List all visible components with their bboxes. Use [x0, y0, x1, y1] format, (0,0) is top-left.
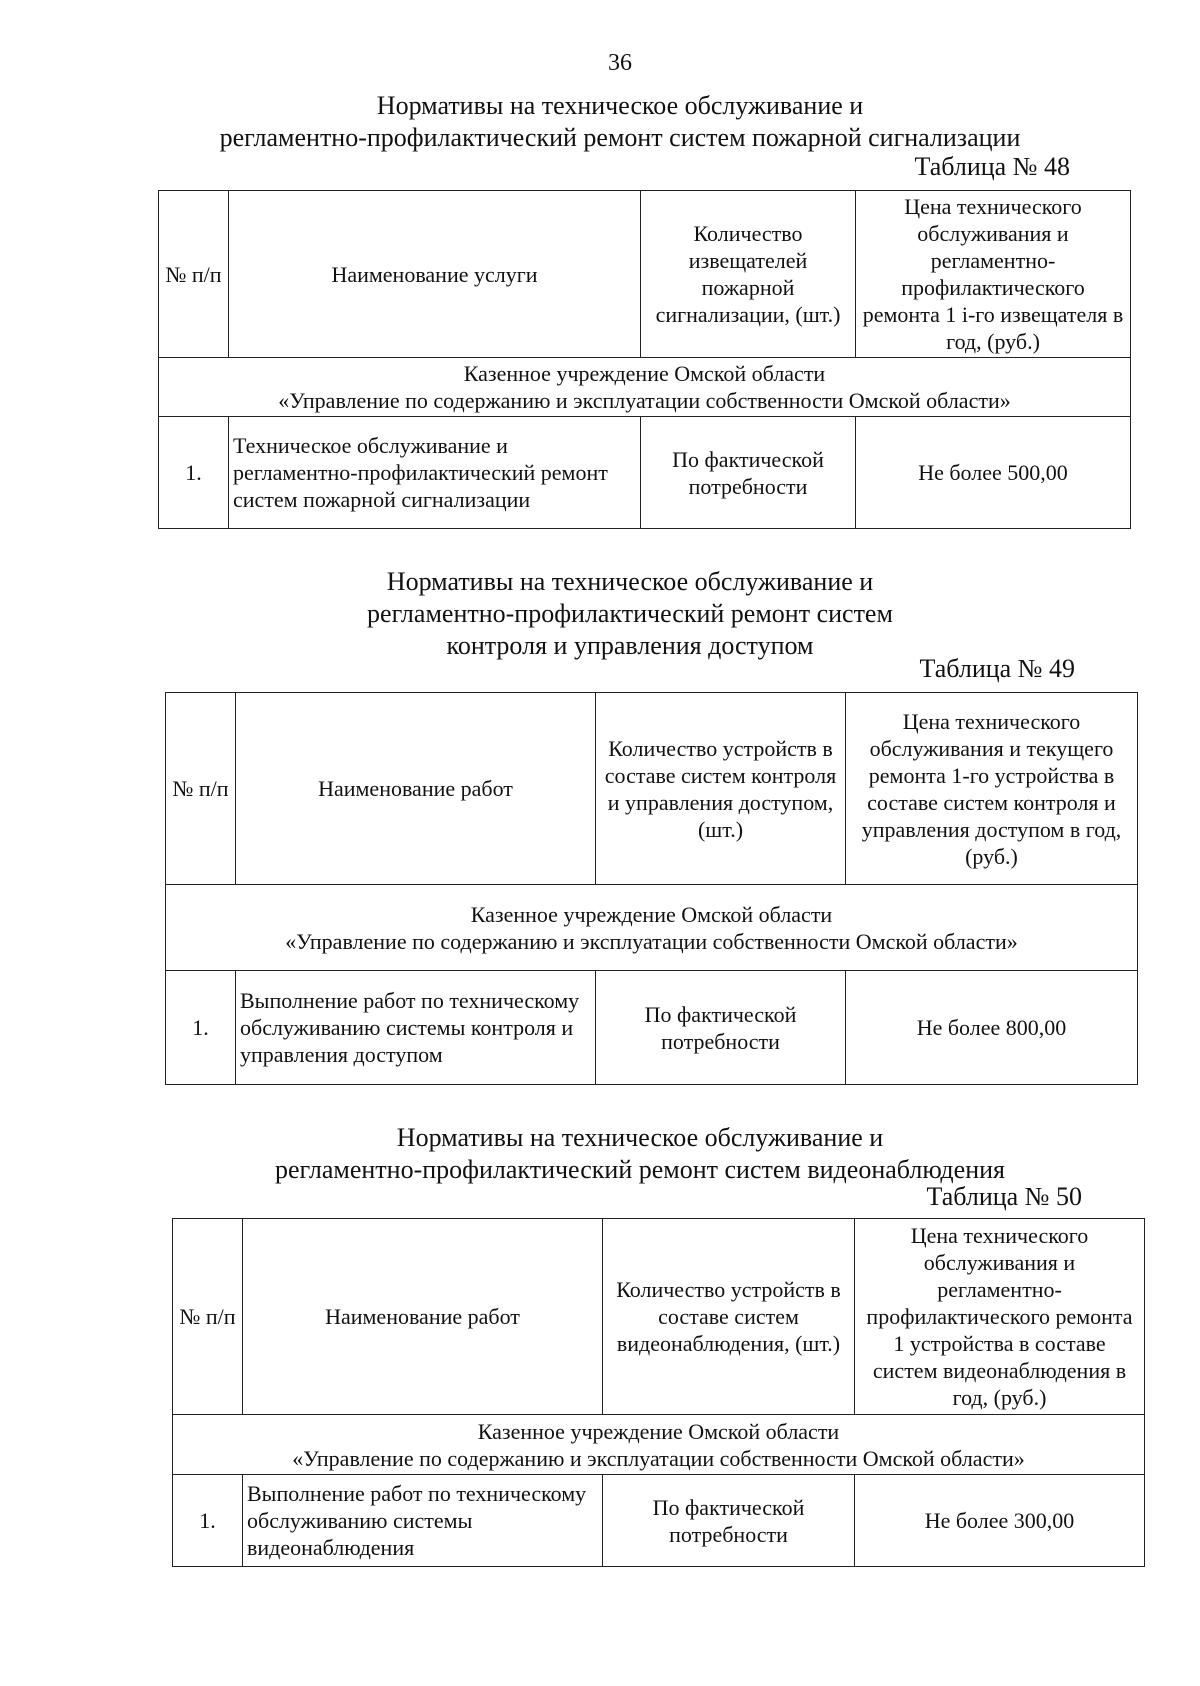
page-number: 36 — [608, 50, 632, 76]
org-line: «Управление по содержанию и эксплуатации собственности Омской области» — [285, 928, 1018, 954]
row-qty: По фактической потребности — [641, 417, 856, 529]
header-num: № п/п — [166, 693, 236, 885]
row-num: 1. — [173, 1475, 243, 1567]
org-line: Казенное учреждение Омской области — [477, 1418, 840, 1444]
heading-line: Нормативы на техническое обслуживание и — [386, 567, 874, 596]
header-qty: Количество устройств в составе систем видеонаблюдения, (шт.) — [603, 1219, 855, 1415]
row-num: 1. — [159, 417, 229, 529]
heading-line: Нормативы на техническое обслуживание и — [376, 91, 864, 120]
header-price: Цена технического обслуживания и регламентно-профилактического ремонта 1 i-го извещателя в год, (руб.) — [856, 191, 1131, 358]
row-price: Не более 300,00 — [855, 1475, 1145, 1567]
header-price: Цена технического обслуживания и текущего ремонта 1-го устройства в составе систем контроля и управления доступом в год, (руб.) — [846, 693, 1138, 885]
org-row — [166, 885, 1138, 971]
header-num: № п/п — [159, 191, 229, 358]
heading-line: регламентно-профилактический ремонт систем видеонаблюдения — [274, 1155, 1005, 1184]
heading-line: регламентно-профилактический ремонт систем пожарной сигнализации — [219, 123, 1021, 152]
header-num: № п/п — [173, 1219, 243, 1415]
table-48-heading — [150, 90, 1090, 154]
heading-line: Нормативы на техническое обслуживание и — [396, 1123, 884, 1152]
table-48 — [158, 190, 1131, 529]
heading-line: контроля и управления доступом — [446, 631, 814, 660]
row-name: Техническое обслуживание и регламентно-профилактический ремонт систем пожарной сигнализации — [229, 417, 641, 529]
table-49 — [165, 692, 1138, 1085]
table-49-number: Таблица № 49 — [919, 654, 1075, 683]
row-qty: По фактической потребности — [596, 971, 846, 1085]
header-name: Наименование работ — [236, 693, 596, 885]
row-name: Выполнение работ по техническому обслуживанию системы контроля и управления доступом — [236, 971, 596, 1085]
heading-line: регламентно-профилактический ремонт систем — [367, 599, 893, 628]
row-price: Не более 500,00 — [856, 417, 1131, 529]
table-50 — [172, 1218, 1145, 1567]
header-name: Наименование услуги — [229, 191, 641, 358]
row-name: Выполнение работ по техническому обслуживанию системы видеонаблюдения — [243, 1475, 603, 1567]
org-line: Казенное учреждение Омской области — [463, 361, 826, 386]
table-50-heading — [180, 1122, 1100, 1186]
org-row — [173, 1415, 1145, 1475]
org-line: «Управление по содержанию и эксплуатации собственности Омской области» — [278, 388, 1011, 413]
header-qty: Количество извещателей пожарной сигнализации, (шт.) — [641, 191, 856, 358]
header-price: Цена технического обслуживания и регламентно-профилактического ремонта 1 устройства в составе систем видеонаблюдения в год, (руб.) — [855, 1219, 1145, 1415]
org-row — [159, 358, 1131, 417]
org-line: Казенное учреждение Омской области — [470, 901, 833, 927]
table-48-number: Таблица № 48 — [914, 152, 1070, 181]
header-name: Наименование работ — [243, 1219, 603, 1415]
row-qty: По фактической потребности — [603, 1475, 855, 1567]
header-qty: Количество устройств в составе систем контроля и управления доступом, (шт.) — [596, 693, 846, 885]
table-49-heading — [240, 566, 1020, 662]
row-price: Не более 800,00 — [846, 971, 1138, 1085]
org-line: «Управление по содержанию и эксплуатации собственности Омской области» — [292, 1445, 1025, 1471]
table-50-number: Таблица № 50 — [926, 1182, 1082, 1211]
row-num: 1. — [166, 971, 236, 1085]
